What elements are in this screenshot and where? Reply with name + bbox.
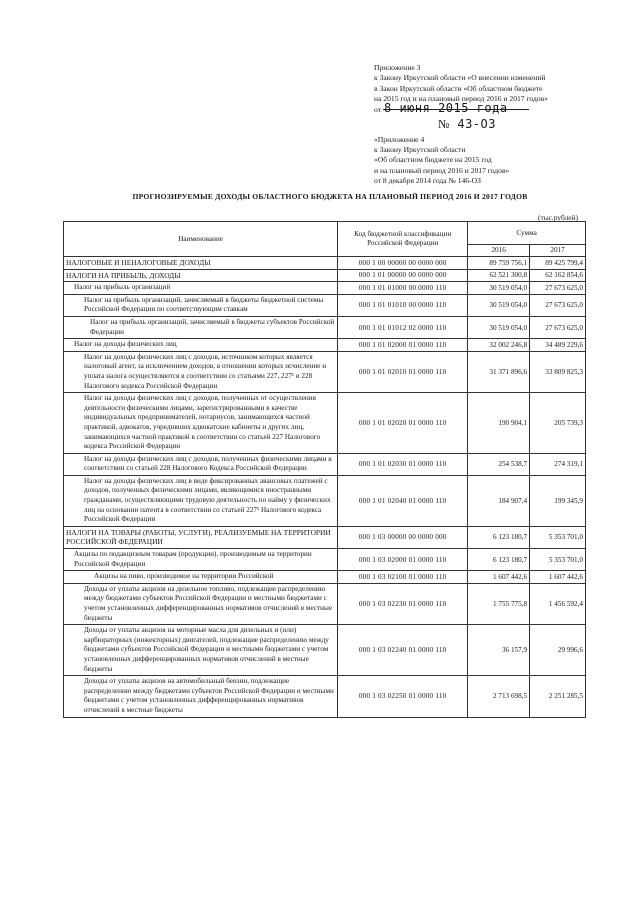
table-row [64, 294, 586, 316]
row-name: Налог на доходы физических лиц с доходов, полученных от осуществления деятельности физическими лицами, зарегистрированными в качестве индивидуальных предпринимателей, нотариусов, занимающихся частной практикой, адвокатов, учредивших адвокатские кабинеты и других лиц, занимающихся частной практикой в соответствии со статьей 227 Налогового кодекса Российской Федерации [64, 393, 338, 454]
row-code: 000 1 03 02100 01 0000 110 [338, 571, 468, 584]
row-value-2017: 274 319,1 [530, 453, 586, 475]
row-name: НАЛОГОВЫЕ И НЕНАЛОГОВЫЕ ДОХОДЫ [64, 257, 338, 270]
row-value-2017: 205 739,3 [530, 393, 586, 454]
row-name: НАЛОГИ НА ТОВАРЫ (РАБОТЫ, УСЛУГИ), РЕАЛИЗУЕМЫЕ НА ТЕРРИТОРИИ РОССИЙСКОЙ ФЕДЕРАЦИИ [64, 526, 338, 548]
unit-note: (тыс.рублей) [538, 213, 578, 222]
row-value-2016: 1 607 442,6 [468, 571, 530, 584]
table-row [64, 282, 586, 295]
header-line: от 8 декабря 2014 года № 146-ОЗ [374, 176, 481, 186]
row-code: 000 1 03 02240 01 0000 110 [338, 625, 468, 676]
row-value-2017: 29 996,6 [530, 625, 586, 676]
row-value-2016: 36 157,9 [468, 625, 530, 676]
row-name: НАЛОГИ НА ПРИБЫЛЬ, ДОХОДЫ [64, 269, 338, 282]
header-year-2017: 2017 [530, 245, 586, 257]
row-value-2016: 6 123 180,7 [468, 549, 530, 571]
row-value-2017: 27 673 625,0 [530, 294, 586, 316]
row-value-2017: 5 353 701,0 [530, 549, 586, 571]
row-value-2017: 199 345,9 [530, 475, 586, 526]
table-row [64, 269, 586, 282]
income-table [63, 221, 586, 718]
header-line: к Закону Иркутской области «О внесении изменений [374, 73, 546, 83]
header-line: «Об областном бюджете на 2015 год [374, 155, 492, 165]
row-value-2017: 1 607 442,6 [530, 571, 586, 584]
row-value-2017: 33 809 825,3 [530, 351, 586, 392]
row-value-2016: 184 907,4 [468, 475, 530, 526]
row-value-2016: 32 002 246,8 [468, 339, 530, 352]
row-value-2016: 190 904,1 [468, 393, 530, 454]
row-value-2017: 89 425 799,4 [530, 257, 586, 270]
row-code: 000 1 01 02020 01 0000 110 [338, 393, 468, 454]
row-value-2016: 30 519 054,0 [468, 282, 530, 295]
header-line: Приложение 3 [374, 63, 421, 72]
row-code: 000 1 01 01012 02 0000 110 [338, 316, 468, 338]
row-name: Доходы от уплаты акцизов на дизельное топливо, подлежащие распределению между бюджетами субъектов Российской Федерации и местными бюджетами с учетом установленных дифференцированных нормативов отчислений в местные бюджеты [64, 583, 338, 624]
header-name: Наименование [64, 222, 338, 257]
row-value-2017: 34 489 229,6 [530, 339, 586, 352]
header-sum: Сумма [468, 222, 586, 245]
row-value-2016: 30 519 054,0 [468, 294, 530, 316]
row-code: 000 1 01 01010 00 0000 110 [338, 294, 468, 316]
row-name: Налог на доходы физических лиц [64, 339, 338, 352]
row-name: Налог на прибыль организаций [64, 282, 338, 295]
table-row [64, 571, 586, 584]
row-code: 000 1 01 00000 00 0000 000 [338, 269, 468, 282]
table-row [64, 475, 586, 526]
table-row [64, 257, 586, 270]
row-value-2016: 31 371 896,6 [468, 351, 530, 392]
row-code: 000 1 03 02250 01 0000 110 [338, 676, 468, 717]
row-value-2017: 27 673 625,0 [530, 316, 586, 338]
table-row [64, 676, 586, 717]
table-row [64, 583, 586, 624]
row-code: 000 1 03 00000 00 0000 000 [338, 526, 468, 548]
row-name: Налог на доходы физических лиц с доходов, полученных физическими лицами в соответствии со статьей 228 Налогового Кодекса Российской Федерации [64, 453, 338, 475]
table-row [64, 393, 586, 454]
table-row [64, 526, 586, 548]
law-number [438, 116, 586, 135]
row-value-2016: 1 755 775,8 [468, 583, 530, 624]
row-value-2016: 62 521 300,8 [468, 269, 530, 282]
row-name: Налог на доходы физических лиц в виде фиксированных авансовых платежей с доходов, полученных физическими лицами, являющимися иностранными гражданами, осуществляющими трудовую деятельность по найму у физических лиц на основании патента в соответствии со статьей 227¹ Налогового кодекса Российской Федерации [64, 475, 338, 526]
row-code: 000 1 00 00000 00 0000 000 [338, 257, 468, 270]
table-row [64, 453, 586, 475]
header-line: к Закону Иркутской области [374, 145, 466, 155]
row-name: Налог на прибыль организаций, зачисляемый в бюджеты субъектов Российской Федерации [64, 316, 338, 338]
row-code: 000 1 03 02000 01 0000 110 [338, 549, 468, 571]
table-body [64, 257, 586, 718]
header-line: на 2015 год и на плановый период 2016 и 2017 годов» [374, 94, 549, 104]
row-value-2017: 62 162 854,6 [530, 269, 586, 282]
table-row [64, 351, 586, 392]
row-name: Доходы от уплаты акцизов на моторные масла для дизельных и (или) карбюраторных (инжекторных) двигателей, подлежащие распределению между бюджетами субъектов Российской Федерации и местными бюджетами с учетом установленных дифференцированных нормативов отчислений в местные бюджеты [64, 625, 338, 676]
row-code: 000 1 01 02030 01 0000 110 [338, 453, 468, 475]
row-name: Налог на доходы физических лиц с доходов, источником которых является налоговый агент, за исключением доходов, в отношении которых исчисление и уплата налога осуществляются в соответствии со статьями 227, 227¹ и 228 Налогового кодекса Российской Федерации [64, 351, 338, 392]
row-code: 000 1 03 02230 01 0000 110 [338, 583, 468, 624]
table-row [64, 316, 586, 338]
table-row [64, 625, 586, 676]
header-code: Код бюджетной классификации Российской Федерации [338, 222, 468, 257]
header-line: и на плановый период 2016 и 2017 годов» [374, 165, 510, 175]
header-line: «Приложение 4 [374, 134, 425, 144]
row-value-2017: 27 673 625,0 [530, 282, 586, 295]
row-name: Налог на прибыль организаций, зачисляемый в бюджеты бюджетной системы Российской Федерации по соответствующим ставкам [64, 294, 338, 316]
handwritten-number: 43-ОЗ [457, 116, 496, 131]
row-name: Доходы от уплаты акцизов на автомобильный бензин, подлежащие распределению между бюджетами субъектов Российской Федерации и местными бюджетами с учетом установленных дифференцированных нормативов отчислений в местные бюджеты [64, 676, 338, 717]
row-value-2016: 30 519 054,0 [468, 316, 530, 338]
table-row [64, 549, 586, 571]
row-value-2017: 2 251 285,5 [530, 676, 586, 717]
row-name: Акцизы по подакцизным товарам (продукции), производимым на территории Российской Федерации [64, 549, 338, 571]
row-code: 000 1 01 02000 01 0000 110 [338, 339, 468, 352]
document-title: ПРОГНОЗИРУЕМЫЕ ДОХОДЫ ОБЛАСТНОГО БЮДЖЕТА НА ПЛАНОВЫЙ ПЕРИОД 2016 И 2017 ГОДОВ [132, 192, 528, 201]
date-prefix: от [374, 104, 382, 114]
row-value-2016: 254 538,7 [468, 453, 530, 475]
row-value-2016: 89 759 756,1 [468, 257, 530, 270]
appendix-header [374, 63, 586, 187]
row-code: 000 1 01 02040 01 0000 110 [338, 475, 468, 526]
row-value-2017: 1 456 592,4 [530, 583, 586, 624]
row-value-2017: 5 353 701,0 [530, 526, 586, 548]
row-code: 000 1 01 01000 00 0000 110 [338, 282, 468, 295]
number-sign: № [438, 116, 450, 131]
row-code: 000 1 01 02010 01 0000 110 [338, 351, 468, 392]
row-name: Акцизы на пиво, производимое на территории Российской [64, 571, 338, 584]
handwritten-date: 8 июня 2015 года [384, 100, 508, 115]
header-year-2016: 2016 [468, 245, 530, 257]
table-row [64, 339, 586, 352]
row-value-2016: 6 123 180,7 [468, 526, 530, 548]
header-line: в Закон Иркутской области «Об областном бюджете [374, 83, 543, 93]
row-value-2016: 2 713 698,5 [468, 676, 530, 717]
